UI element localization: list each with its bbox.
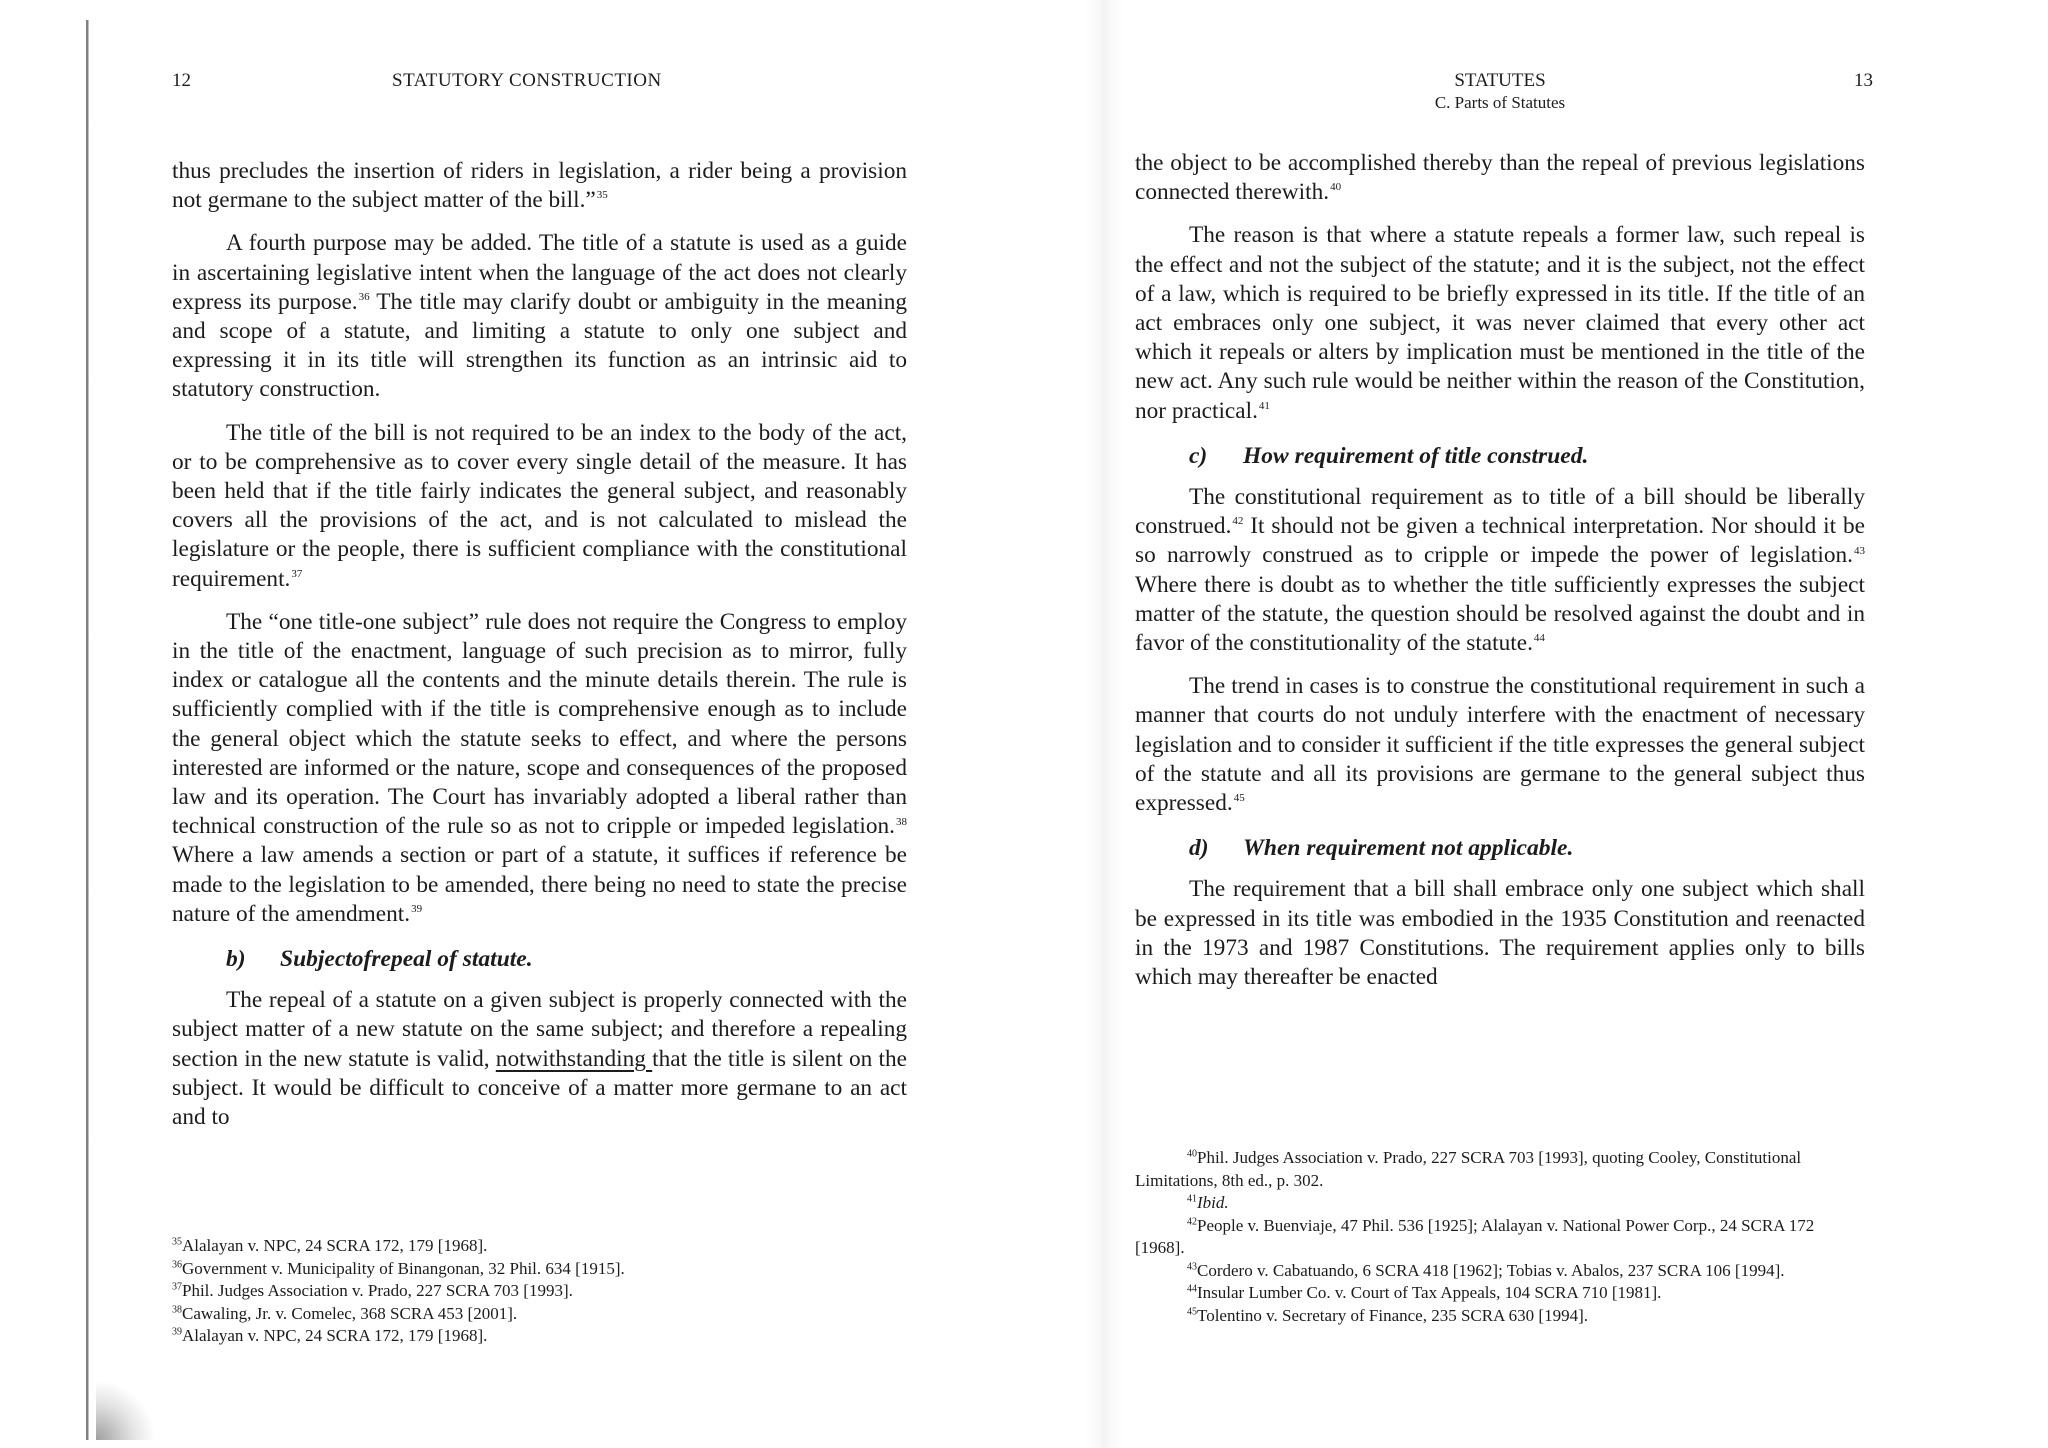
scan-binding-edge bbox=[86, 20, 96, 1440]
paragraph: The trend in cases is to construe the constitutional requirement in such a manner that courts do not unduly interfere with the enactment of necessary legislation and to consider it sufficient if the title expresses the general subject of the statute and all its provisions are germane to the general subject thus expressed.$^{45}$ bbox=[1135, 673, 1865, 817]
left-footnotes bbox=[172, 1235, 907, 1348]
scan-corner-shadow bbox=[96, 1380, 156, 1440]
running-title: STATUTES C. Parts of Statutes bbox=[1135, 70, 1865, 114]
footnote: $^{43}$Cordero v. Cabatuando, 6 SCRA 418 [1962]; Tobias v. Abalos, 237 SCRA 106 [1994]. bbox=[1187, 1260, 1785, 1280]
page-number: 13 bbox=[1854, 70, 1873, 91]
page-number: 12 bbox=[172, 70, 191, 91]
running-title: STATUTORY CONSTRUCTION bbox=[392, 70, 662, 91]
footnote-ref: 43 bbox=[1854, 544, 1865, 557]
footnote: $^{45}$Tolentino v. Secretary of Finance, 235 SCRA 630 [1994]. bbox=[1187, 1305, 1589, 1325]
footnote: $^{38}$Cawaling, Jr. v. Comelec, 368 SCRA 453 [2001]. bbox=[172, 1303, 518, 1323]
paragraph: The “one title-one subject” rule does not require the Congress to employ in the title of the enactment, language of such precision as to mirror, fully index or catalogue all the contents and the minute details therein. The rule is sufficiently complied with if the title is comprehensive enough as to include the general object which the statute seeks to effect, and where the persons interested are informed or the nature, scope and consequences of the proposed law and its operation. The Court has invariably adopted a liberal rather than technical construction of the rule so as not to cripple or impeded legislation.$^{38}$ Where a law amends a section or part of a statute, it suffices if reference be made to the legislation to be amended, there being no need to state the precise nature of the amendment.$^{39}$ bbox=[172, 608, 907, 927]
paragraph: A fourth purpose may be added. The title of a statute is used as a guide in ascertaining legislative intent when the language of the act does not clearly express its purpose.$^{36}$ The title may clarify doubt or ambiguity in the meaning and scope of a statute, and limiting a statute to only one subject and expressing it in its title will strengthen its function as an intrinsic aid to statutory construction. bbox=[172, 230, 907, 403]
right-running-head bbox=[1135, 70, 1873, 114]
left-running-head bbox=[172, 70, 907, 114]
page-gutter bbox=[1085, 0, 1123, 1448]
left-body-text bbox=[172, 157, 907, 1146]
footnote: $^{37}$Phil. Judges Association v. Prado, 227 SCRA 703 [1993]. bbox=[172, 1281, 573, 1300]
footnote: $^{44}$Insular Lumber Co. v. Court of Tax Appeals, 104 SCRA 710 [1981]. bbox=[1187, 1283, 1662, 1302]
footnote: $^{41}$Ibid. bbox=[1187, 1193, 1229, 1212]
paragraph: The constitutional requirement as to title of a bill should be liberally construed.$^{42}$ It should not be given a technical interpretation. Nor should it be so narrowly construed as to cripple or impede the power of legislation.$^{43}$ Where there is doubt as to whether the title sufficiently expresses the subject matter of the statute, the question should be resolved against the doubt and in favor of the constitutionality of the statute.$^{44}$ bbox=[1135, 484, 1865, 657]
footnote: $^{35}$Alalayan v. NPC, 24 SCRA 172, 179 [1968]. bbox=[172, 1236, 488, 1255]
paragraph: The reason is that where a statute repeals a former law, such repeal is the effect and not the subject of the statute; and it is the subject, not the effect of a law, which is required to be briefly expressed in its title. If the title of an act embraces only one subject, it was never claimed that every other act which it repeals or alters by implication must be mentioned in the title of the new act. Any such rule would be neither within the reason of the Constitution, nor practical.$^{41}$ bbox=[1135, 222, 1865, 424]
section-heading-d: d) When requirement not applicable. bbox=[1189, 835, 1574, 862]
underlined-word: notwithstanding bbox=[495, 1045, 653, 1072]
paragraph: The requirement that a bill shall embrace only one subject which shall be expressed in its title was embodied in the 1935 Constitution and reenacted in the 1973 and 1987 Constitutions. The requirement applies only to bills which may thereafter be enacted bbox=[1135, 876, 1865, 991]
footnote-ref: 44 bbox=[1533, 632, 1545, 645]
right-footnotes bbox=[1135, 1147, 1865, 1327]
footnote: $^{39}$Alalayan v. NPC, 24 SCRA 172, 179 [1968]. bbox=[172, 1326, 488, 1345]
footnote: $^{42}$People v. Buenviaje, 47 Phil. 536 [1925]; Alalayan v. National Power Corp., 24 SCRA 172 [1968]. bbox=[1135, 1215, 1815, 1257]
footnote-ref: 38 bbox=[896, 815, 907, 828]
footnote: $^{40}$Phil. Judges Association v. Prado, 227 SCRA 703 [1993], quoting Cooley, Constitutional Limitations, 8th ed., p. 302. bbox=[1135, 1148, 1802, 1190]
paragraph: the object to be accomplished thereby than the repeal of previous legislations connected therewith.$^{40}$ bbox=[1135, 150, 1865, 206]
footnote-ref: 45 bbox=[1233, 792, 1245, 805]
right-body-text bbox=[1135, 149, 1865, 1006]
footnote-ref: 42 bbox=[1232, 515, 1244, 528]
footnote-ref: 36 bbox=[358, 291, 370, 304]
section-heading-c: c) How requirement of title construed. bbox=[1189, 442, 1589, 469]
paragraph: thus precludes the insertion of riders in legislation, a rider being a provision not germane to the subject matter of the bill.”$^{35}$ bbox=[172, 158, 907, 214]
footnote-ref: 40 bbox=[1330, 181, 1342, 194]
footnote-ref: 37 bbox=[291, 567, 303, 580]
paragraph: The title of the bill is not required to be an index to the body of the act, or to be comprehensive as to cover every single detail of the measure. It has been held that if the title fairly indicates the general subject, and reasonably covers all the provisions of the act, and is not calculated to mislead the legislature or the people, there is sufficient compliance with the constitutional requirement.$^{37}$ bbox=[172, 419, 907, 592]
footnote-ref: 41 bbox=[1258, 399, 1270, 412]
footnote-ref: 39 bbox=[411, 903, 423, 916]
section-heading-b: b) Subjectofrepeal of statute. bbox=[226, 946, 533, 973]
running-subtitle: C. Parts of Statutes bbox=[1434, 93, 1566, 112]
footnote: $^{36}$Government v. Municipality of Binangonan, 32 Phil. 634 [1915]. bbox=[172, 1258, 625, 1278]
footnote-ref: 35 bbox=[596, 189, 608, 202]
paragraph: The repeal of a statute on a given subject is properly connected with the subject matter of a new statute on the same subject; and therefore a repealing section in the new statute is valid, notwithstanding that the title is silent on the subject. It would be difficult to conceive of a matter more germane to an act and to bbox=[172, 987, 907, 1131]
